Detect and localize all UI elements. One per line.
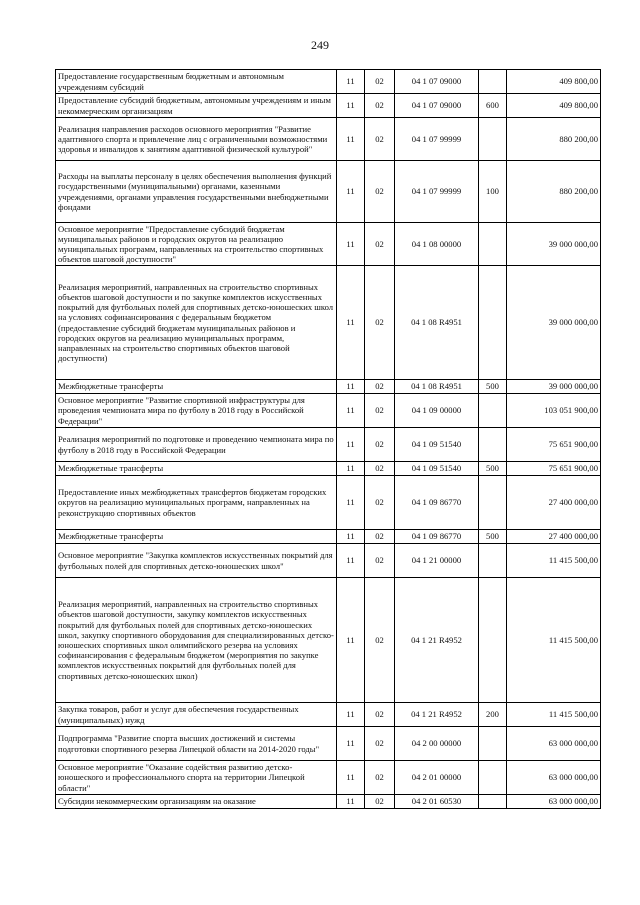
amount: 63 000 000,00 — [507, 795, 601, 809]
amount: 39 000 000,00 — [507, 266, 601, 380]
expense-type-code: 500 — [479, 380, 507, 394]
target-article-code: 04 1 21 00000 — [395, 544, 479, 578]
row-name: Межбюджетные трансферты — [56, 530, 337, 544]
page-number: 249 — [311, 38, 329, 52]
amount: 27 400 000,00 — [507, 476, 601, 530]
table-row — [56, 394, 601, 428]
row-name: Реализация мероприятий, направленных на строительство спортивных объектов шаговой доступности, закупку комплектов искусственных покрытий для футбольных полей для спортивных детско-юношеских школ, закупку спортивного оборудования для специализированных детско-юношеских спортивных школ олимпийского резерва на условиях софинансирования с федеральным бюджетом (мероприятия по закупке комплектов искусственных покрытий для футбольных полей для спортивных детско-юношеских школ) — [56, 578, 337, 703]
section-code: 11 — [337, 795, 365, 809]
subsection-code: 02 — [365, 530, 395, 544]
section-code: 11 — [337, 94, 365, 118]
expense-type-code — [479, 394, 507, 428]
table-row — [56, 118, 601, 161]
section-code: 11 — [337, 161, 365, 223]
expense-type-code — [479, 795, 507, 809]
expense-type-code — [479, 578, 507, 703]
expense-type-code — [479, 761, 507, 795]
table-row — [56, 462, 601, 476]
subsection-code: 02 — [365, 761, 395, 795]
row-name: Подпрограмма "Развитие спорта высших достижений и системы подготовки спортивного резерва Липецкой области на 2014-2020 годы" — [56, 727, 337, 761]
row-name: Основное мероприятие "Предоставление субсидий бюджетам муниципальных районов и городских округов на реализацию муниципальных программ, направленных на строительство спортивных объектов шаговой доступности" — [56, 223, 337, 266]
section-code: 11 — [337, 380, 365, 394]
amount: 63 000 000,00 — [507, 727, 601, 761]
amount: 11 415 500,00 — [507, 703, 601, 727]
section-code: 11 — [337, 266, 365, 380]
row-name: Предоставление субсидий бюджетным, автономным учреждениям и иным некоммерческим организациям — [56, 94, 337, 118]
expense-type-code: 500 — [479, 530, 507, 544]
table-row — [56, 476, 601, 530]
subsection-code: 02 — [365, 94, 395, 118]
subsection-code: 02 — [365, 118, 395, 161]
amount: 11 415 500,00 — [507, 544, 601, 578]
target-article-code: 04 1 21 R4952 — [395, 703, 479, 727]
row-name: Субсидии некоммерческим организациям на оказание — [56, 795, 337, 809]
amount: 63 000 000,00 — [507, 761, 601, 795]
row-name: Закупка товаров, работ и услуг для обеспечения государственных (муниципальных) нужд — [56, 703, 337, 727]
subsection-code: 02 — [365, 394, 395, 428]
table-row — [56, 703, 601, 727]
subsection-code: 02 — [365, 161, 395, 223]
amount: 75 651 900,00 — [507, 428, 601, 462]
subsection-code: 02 — [365, 544, 395, 578]
expense-type-code — [479, 70, 507, 94]
table-row — [56, 94, 601, 118]
target-article-code: 04 1 09 00000 — [395, 394, 479, 428]
target-article-code: 04 2 00 00000 — [395, 727, 479, 761]
row-name: Предоставление государственным бюджетным и автономным учреждениям субсидий — [56, 70, 337, 94]
row-name: Реализация направления расходов основного мероприятия "Развитие адаптивного спорта и привлечение лиц с ограниченными возможностями здоровья и инвалидов к занятиям адаптивной физической культурой" — [56, 118, 337, 161]
target-article-code: 04 1 08 00000 — [395, 223, 479, 266]
table-row — [56, 544, 601, 578]
target-article-code: 04 1 07 09000 — [395, 70, 479, 94]
section-code: 11 — [337, 476, 365, 530]
table-row — [56, 761, 601, 795]
table-row — [56, 266, 601, 380]
target-article-code: 04 1 09 51540 — [395, 428, 479, 462]
amount: 39 000 000,00 — [507, 380, 601, 394]
expense-type-code: 200 — [479, 703, 507, 727]
section-code: 11 — [337, 118, 365, 161]
row-name: Предоставление иных межбюджетных трансфертов бюджетам городских округов на реализацию муниципальных программ, направленных на реконструкцию спортивных объектов — [56, 476, 337, 530]
row-name: Основное мероприятие "Развитие спортивной инфраструктуры для проведения чемпионата мира по футболу в 2018 году в Российской Федерации" — [56, 394, 337, 428]
section-code: 11 — [337, 70, 365, 94]
expense-type-code: 600 — [479, 94, 507, 118]
target-article-code: 04 1 09 51540 — [395, 462, 479, 476]
section-code: 11 — [337, 428, 365, 462]
subsection-code: 02 — [365, 476, 395, 530]
budget-table — [55, 69, 601, 809]
expense-type-code — [479, 223, 507, 266]
section-code: 11 — [337, 462, 365, 476]
subsection-code: 02 — [365, 703, 395, 727]
target-article-code: 04 1 09 86770 — [395, 530, 479, 544]
expense-type-code — [479, 118, 507, 161]
target-article-code: 04 1 07 09000 — [395, 94, 479, 118]
section-code: 11 — [337, 530, 365, 544]
amount: 103 051 900,00 — [507, 394, 601, 428]
amount: 75 651 900,00 — [507, 462, 601, 476]
subsection-code: 02 — [365, 727, 395, 761]
expense-type-code — [479, 476, 507, 530]
table-row — [56, 161, 601, 223]
amount: 409 800,00 — [507, 94, 601, 118]
table-row — [56, 380, 601, 394]
row-name: Межбюджетные трансферты — [56, 462, 337, 476]
subsection-code: 02 — [365, 380, 395, 394]
expense-type-code — [479, 544, 507, 578]
row-name: Реализация мероприятий по подготовке и проведению чемпионата мира по футболу в 2018 году в Российской Федерации — [56, 428, 337, 462]
expense-type-code — [479, 266, 507, 380]
section-code: 11 — [337, 544, 365, 578]
section-code: 11 — [337, 761, 365, 795]
subsection-code: 02 — [365, 266, 395, 380]
row-name: Основное мероприятие "Оказание содействия развитию детско-юношеского и профессионального спорта на территории Липецкой области" — [56, 761, 337, 795]
section-code: 11 — [337, 578, 365, 703]
table-row — [56, 795, 601, 809]
row-name: Реализация мероприятий, направленных на строительство спортивных объектов шаговой доступности и по закупке комплектов искусственных покрытий для футбольных полей для спортивных детско-юношеских школ на условиях софинансирования с федеральным бюджетом (предоставление субсидий бюджетам муниципальных районов и городских округов на реализацию муниципальных программ, направленных на строительство спортивных объектов шаговой доступности) — [56, 266, 337, 380]
expense-type-code: 100 — [479, 161, 507, 223]
row-name: Расходы на выплаты персоналу в целях обеспечения выполнения функций государственными (муниципальными) органами, казенными учреждениями, органами управления государственными внебюджетными фондами — [56, 161, 337, 223]
amount: 409 800,00 — [507, 70, 601, 94]
target-article-code: 04 2 01 00000 — [395, 761, 479, 795]
target-article-code: 04 2 01 60530 — [395, 795, 479, 809]
amount: 880 200,00 — [507, 118, 601, 161]
row-name: Основное мероприятие "Закупка комплектов искусственных покрытий для футбольных полей для спортивных детско-юношеских школ" — [56, 544, 337, 578]
subsection-code: 02 — [365, 578, 395, 703]
amount: 39 000 000,00 — [507, 223, 601, 266]
section-code: 11 — [337, 394, 365, 428]
target-article-code: 04 1 09 86770 — [395, 476, 479, 530]
subsection-code: 02 — [365, 70, 395, 94]
section-code: 11 — [337, 703, 365, 727]
subsection-code: 02 — [365, 795, 395, 809]
section-code: 11 — [337, 727, 365, 761]
expense-type-code: 500 — [479, 462, 507, 476]
table-row — [56, 70, 601, 94]
row-name: Межбюджетные трансферты — [56, 380, 337, 394]
amount: 27 400 000,00 — [507, 530, 601, 544]
target-article-code: 04 1 08 R4951 — [395, 380, 479, 394]
subsection-code: 02 — [365, 428, 395, 462]
target-article-code: 04 1 07 99999 — [395, 161, 479, 223]
subsection-code: 02 — [365, 223, 395, 266]
expense-type-code — [479, 428, 507, 462]
table-row — [56, 727, 601, 761]
table-row — [56, 530, 601, 544]
target-article-code: 04 1 08 R4951 — [395, 266, 479, 380]
amount: 11 415 500,00 — [507, 578, 601, 703]
target-article-code: 04 1 07 99999 — [395, 118, 479, 161]
subsection-code: 02 — [365, 462, 395, 476]
table-row — [56, 428, 601, 462]
expense-type-code — [479, 727, 507, 761]
section-code: 11 — [337, 223, 365, 266]
amount: 880 200,00 — [507, 161, 601, 223]
table-row — [56, 578, 601, 703]
table-row — [56, 223, 601, 266]
target-article-code: 04 1 21 R4952 — [395, 578, 479, 703]
